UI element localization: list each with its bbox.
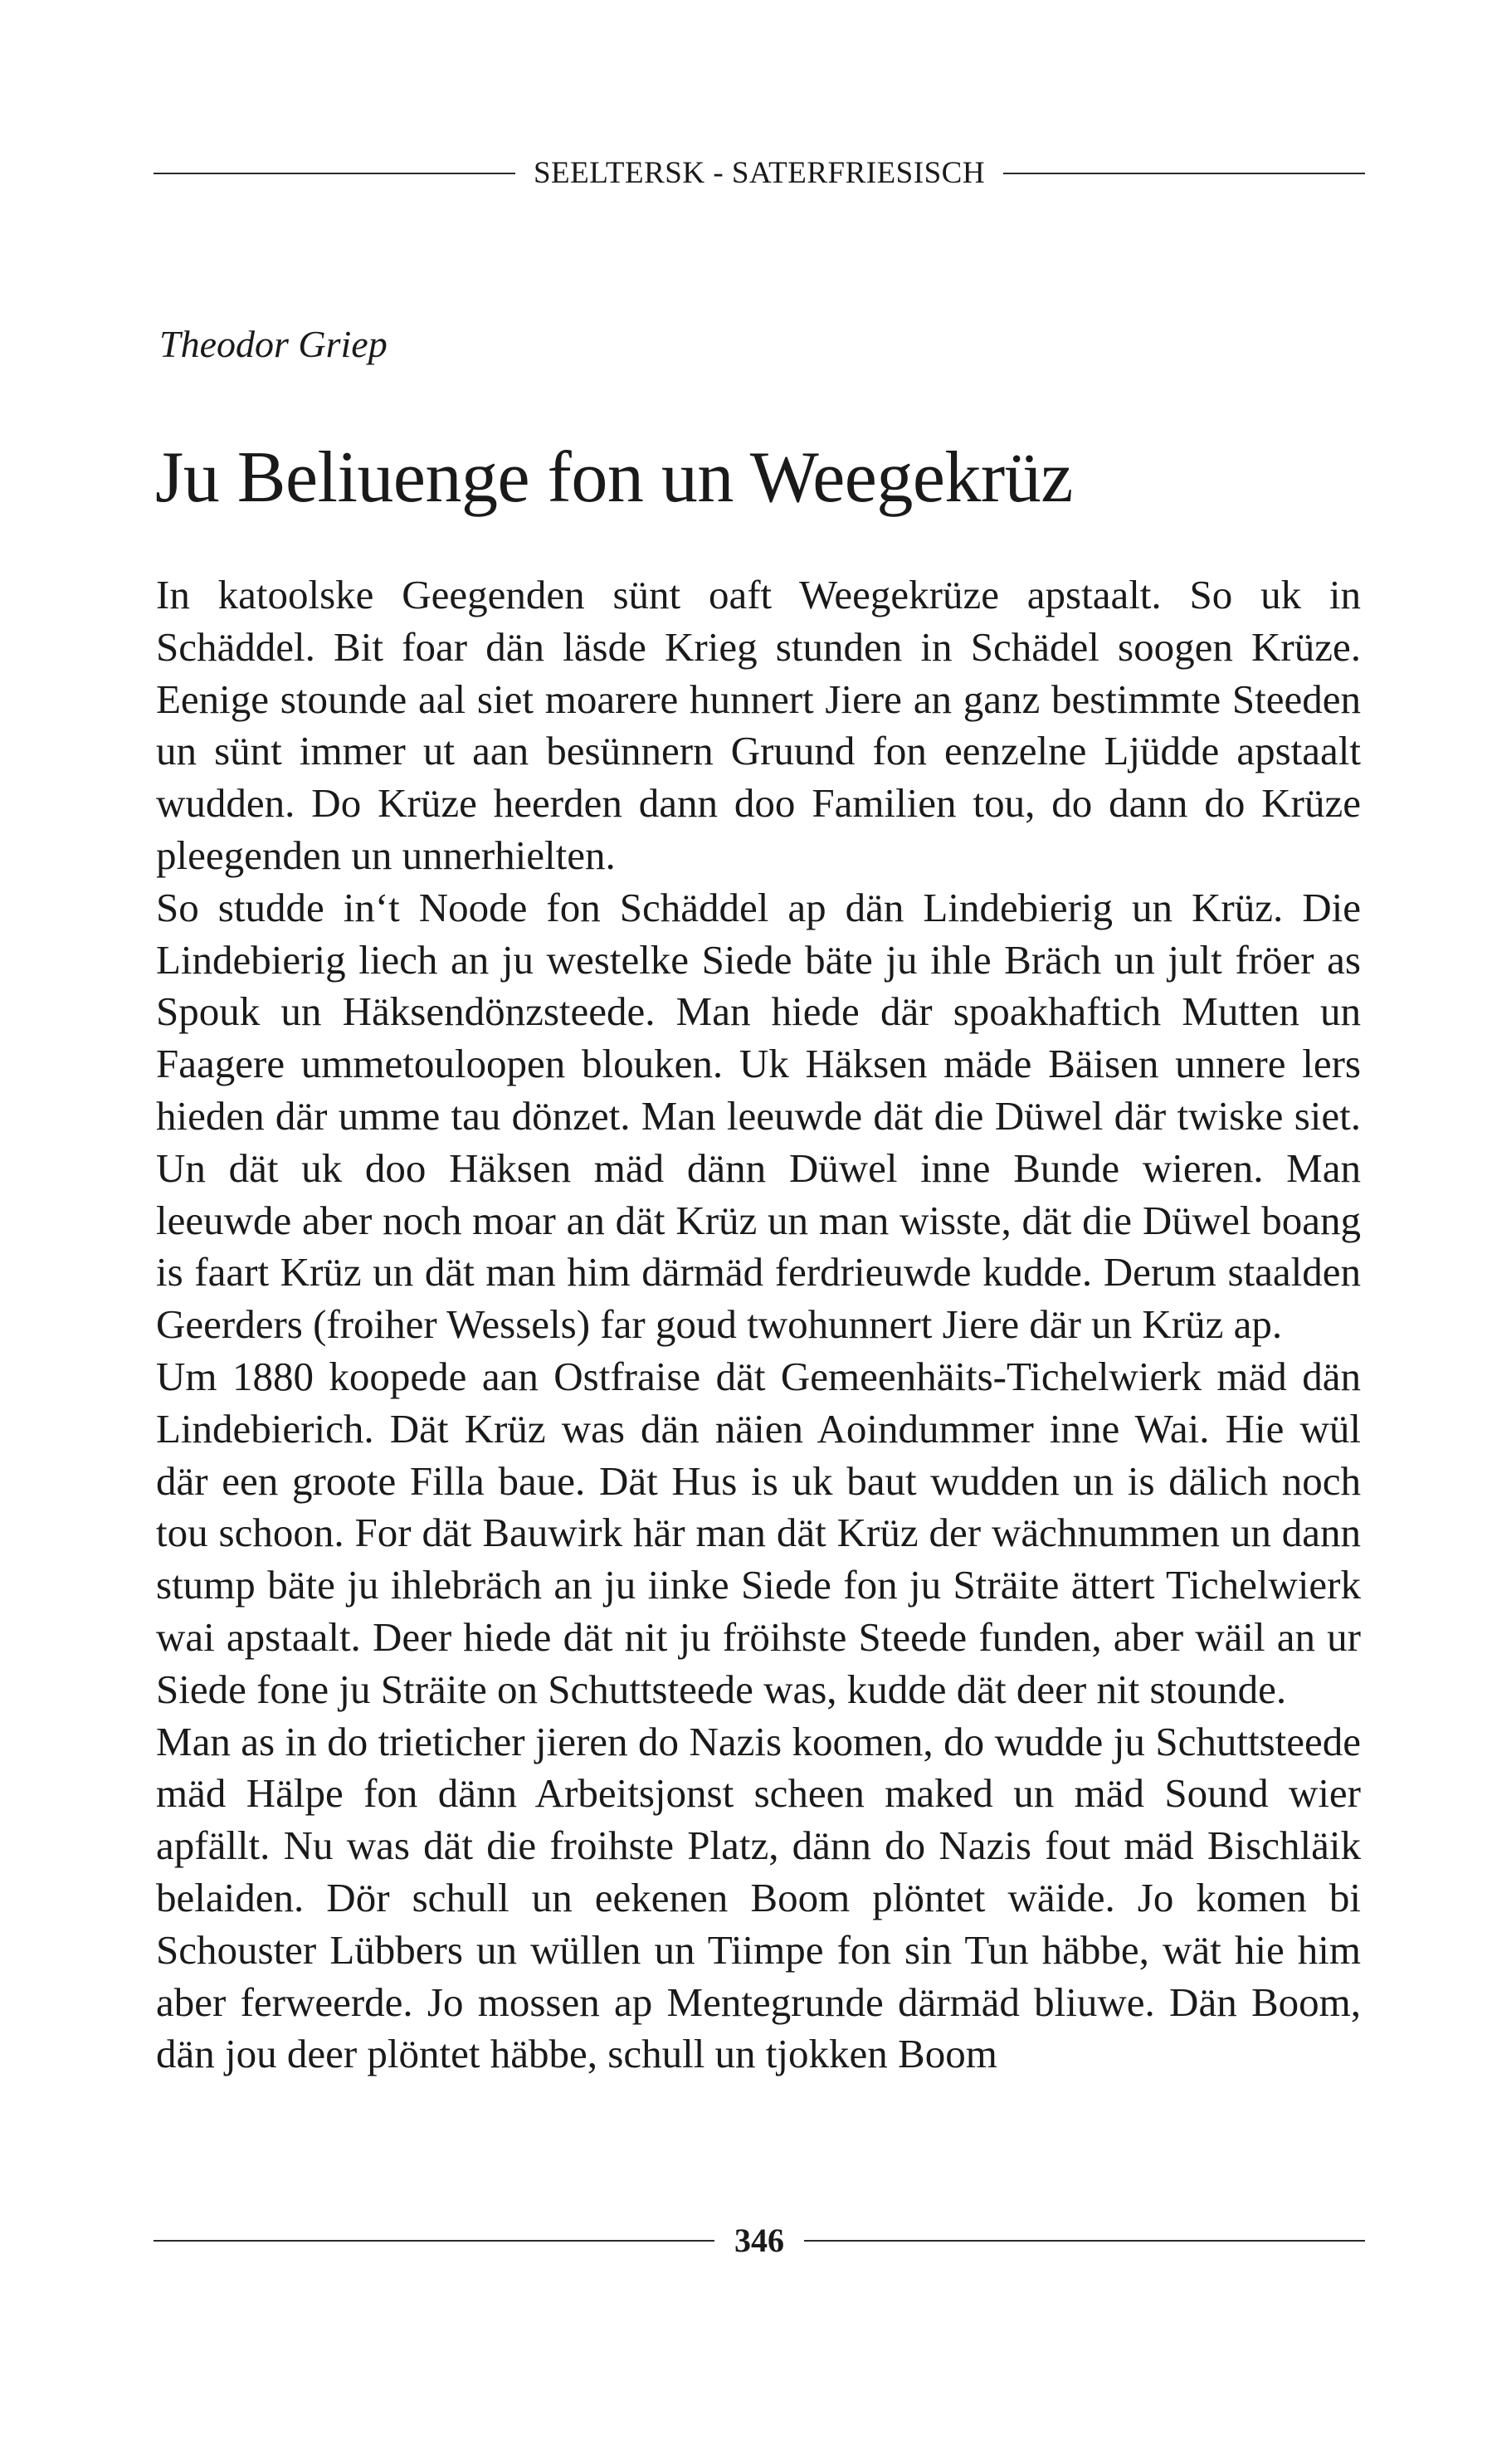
- footer-rule-left: [154, 2240, 714, 2242]
- paragraph: Man as in do trieticher jieren do Nazis koomen, do wudde ju Schuttsteede mäd Hälpe fon dänn Arbeitsjonst scheen maked un mäd Sound wier apfällt. Nu was dät die froihste Platz, dänn do Nazis fout mäd Bischläik belaiden. Dör schull un eekenen Boom plöntet wäide. Jo komen bi Schouster Lübbers un wüllen un Tiimpe fon sin Tun häbbe, wät hie him aber ferweerde. Jo mossen ap Mentegrunde därmäd bliuwe. Dän Boom, dän jou deer plöntet häbbe, schull un tjokken Boom: [156, 1718, 1361, 2077]
- page-footer: [154, 2224, 1365, 2257]
- paragraph: In katoolske Geegenden sünt oaft Weegekrüze apstaalt. So uk in Schäddel. Bit foar dän läsde Krieg stunden in Schädel soogen Krüze. Eenige stounde aal siet moarere hunnert Jiere an ganz bestimmte Steeden un sünt immer ut aan besünnern Gruund fon eenzelne Ljüdde apstaalt wudden. Do Krüze heerden dann doo Familien tou, do dann do Krüze pleegenden un unnerhielten.: [156, 572, 1361, 878]
- page-number: 346: [734, 2222, 784, 2259]
- footer-rule-right: [804, 2240, 1365, 2242]
- running-title: SEELTERSK - SATERFRIESISCH: [533, 156, 986, 190]
- running-header: [154, 158, 1365, 188]
- paragraph: Um 1880 koopede aan Ostfraise dät Gemeenhäits-Tichelwierk mäd dän Lindebierich. Dät Krüz was dän näien Aoindummer inne Wai. Hie wül där een groote Filla baue. Dät Hus is uk baut wudden un is dälich noch tou schoon. For dät Bauwirk här man dät Krüz der wächnummen un dann stump bäte ju ihlebräch an ju iinke Siede fon ju Sträite ättert Tichelwierk wai apstaalt. Deer hiede dät nit ju fröihste Steede funden, aber wäil an ur Siede fone ju Sträite on Schuttsteede was, kudde dät deer nit stounde.: [156, 1353, 1361, 1712]
- paragraph: So studde in‘t Noode fon Schäddel ap dän Lindebierig un Krüz. Die Lindebierig liech an ju westelke Siede bäte ju ihle Bräch un jult fröer as Spouk un Häksendönzsteede. Man hiede där spoakhaftich Mutten un Faagere ummetouloopen blouken. Uk Häksen mäde Bäisen unnere lers hieden där umme tau dönzet. Man leeuwde dät die Düwel där twiske siet. Un dät uk doo Häksen mäd dänn Düwel inne Bunde wieren. Man leeuwde aber noch moar an dät Krüz un man wisste, dät die Düwel boang is faart Krüz un dät man him därmäd ferdrieuwde kudde. Derum staalden Geerders (froiher Wessels) far goud twohunnert Jiere där un Krüz ap.: [156, 884, 1361, 1348]
- article-title: Ju Beliuenge fon un Weegekrüz: [155, 437, 1073, 518]
- author-name: Theodor Griep: [159, 323, 388, 365]
- header-rule-left: [154, 173, 515, 174]
- article-body: [156, 569, 1361, 2081]
- header-rule-right: [1003, 173, 1365, 174]
